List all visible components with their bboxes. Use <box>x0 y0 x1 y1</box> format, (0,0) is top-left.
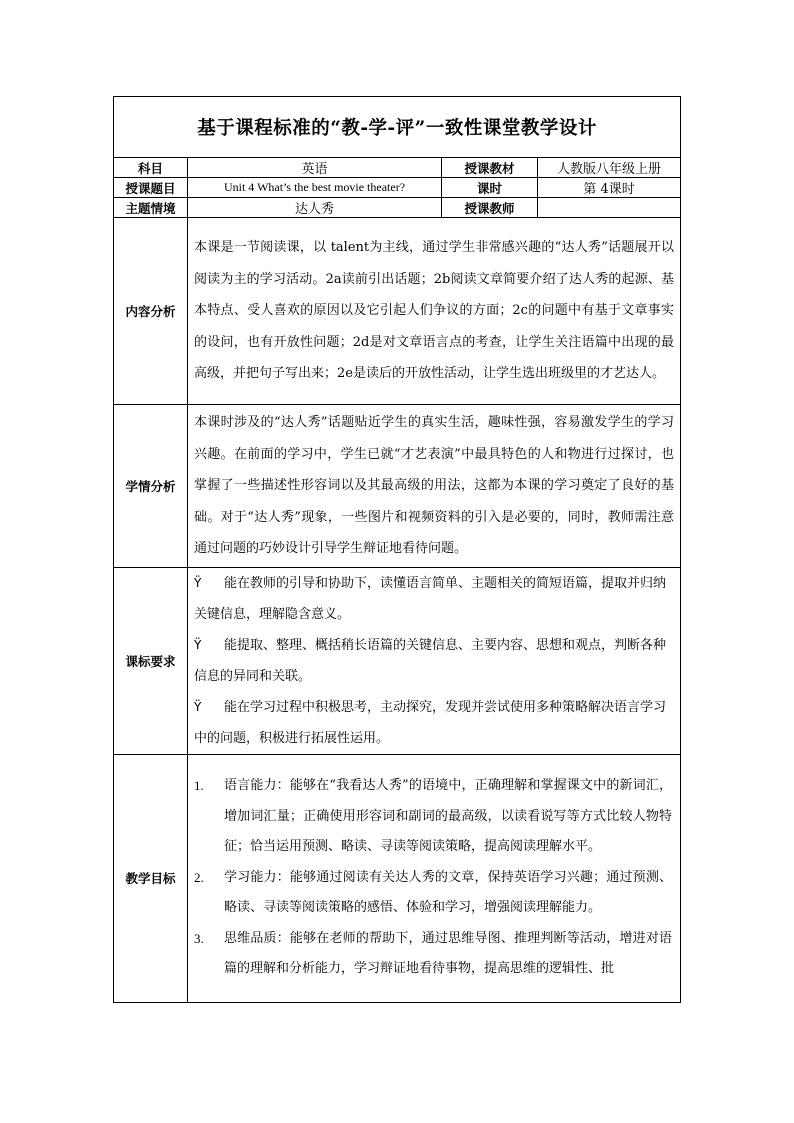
content-analysis-cell <box>188 218 681 405</box>
teacher-value <box>538 198 681 218</box>
standards-cell <box>188 567 681 754</box>
topic-label: 授课题目 <box>114 178 188 198</box>
standards-label: 课标要求 <box>114 567 188 754</box>
goal-text: 语言能力：能够在“我看达人秀”的语境中，正确理解和掌握课文中的新词汇，增加词汇量；正确使用形容词和副词的最高级，以读看说写等方式比较人物特征；恰当运用预测、略读、寻读等阅读策略，提高阅读理解水平。 <box>224 778 673 855</box>
period-value: 第 4课时 <box>538 178 681 198</box>
standards-item: Ÿ 能提取、整理、概括稍长语篇的关键信息、主要内容、思想和观点，判断各种信息的异同和关联。 <box>194 630 672 692</box>
theme-value: 达人秀 <box>188 198 442 218</box>
subject-value: 英语 <box>188 158 442 178</box>
period-label: 课时 <box>442 178 538 198</box>
info-row-1 <box>114 158 681 178</box>
goals-row <box>114 754 681 1002</box>
subject-label: 科目 <box>114 158 188 178</box>
student-analysis-label: 学情分析 <box>114 405 188 568</box>
standards-item: Ÿ 能在学习过程中积极思考，主动探究，发现并尝试使用多种策略解决语言学习中的问题，积极进行拓展性运用。 <box>194 692 672 754</box>
goal-text: 思维品质：能够在老师的帮助下，通过思维导图、推理判断等活动，增进对语篇的理解和分析能力，学习辩证地看待事物，提高思维的逻辑性、批 <box>224 930 673 977</box>
student-analysis-text: 本课时涉及的“达人秀”话题贴近学生的真实生活，趣味性强，容易激发学生的学习兴趣。在前面的学习中，学生已就“才艺表演”中最具特色的人和物进行过探讨，也掌握了一些描述性形容词以及其最高级的用法，这都为本课的学习奠定了良好的基础。对于“达人秀”现象，一些图片和视频资料的引入是必要的，同时，教师需注意通过问题的巧妙设计引导学生辩证地看待问题。 <box>194 415 675 556</box>
lesson-plan-sheet <box>113 96 680 1003</box>
page-title: 基于课程标准的“教-学-评”一致性课堂教学设计 <box>114 97 681 158</box>
info-row-3 <box>114 198 681 218</box>
bullet-icon: Ÿ <box>194 637 202 652</box>
goal-item <box>194 863 672 924</box>
student-analysis-row <box>114 405 681 568</box>
goal-number: 1. <box>194 778 204 794</box>
goal-number: 2. <box>194 869 204 885</box>
title-row <box>114 97 681 158</box>
goals-label: 教学目标 <box>114 754 188 1002</box>
goals-list <box>188 771 680 985</box>
content-analysis-row <box>114 218 681 405</box>
goals-cell <box>188 754 681 1002</box>
student-analysis-cell <box>188 405 681 568</box>
textbook-value: 人教版八年级上册 <box>538 158 681 178</box>
goal-item <box>194 771 672 863</box>
textbook-label: 授课教材 <box>442 158 538 178</box>
standards-row <box>114 567 681 754</box>
lesson-plan-table <box>113 96 681 1003</box>
bullet-icon: Ÿ <box>194 699 202 714</box>
standards-item: Ÿ 能在教师的引导和协助下，读懂语言简单、主题相关的简短语篇，提取并归纳关键信息，理解隐含意义。 <box>194 568 672 630</box>
topic-value: Unit 4 What’s the best movie theater? <box>188 178 442 198</box>
content-analysis-label: 内容分析 <box>114 218 188 405</box>
content-analysis-text: 本课是一节阅读课，以 talent为主线，通过学生非常感兴趣的“达人秀”话题展开以阅读为主的学习活动。2a读前引出话题；2b阅读文章简要介绍了达人秀的起源、基本特点、受人喜欢的原因以及它引起人们争议的方面；2c的问题中有基于文章事实的设问，也有开放性问题；2d是对文章语言点的考查，让学生关注语篇中出现的最高级，并把句子写出来；2e是读后的开放性活动，让学生选出班级里的才艺达人。 <box>194 240 675 382</box>
goal-text: 学习能力：能够通过阅读有关达人秀的文章，保持英语学习兴趣；通过预测、略读、寻读等阅读策略的感悟、体验和学习，增强阅读理解能力。 <box>224 869 673 916</box>
standards-list <box>188 568 680 754</box>
goal-item <box>194 924 672 985</box>
bullet-icon: Ÿ <box>194 575 202 590</box>
theme-label: 主题情境 <box>114 198 188 218</box>
teacher-label: 授课教师 <box>442 198 538 218</box>
info-row-2 <box>114 178 681 198</box>
goal-number: 3. <box>194 930 204 946</box>
